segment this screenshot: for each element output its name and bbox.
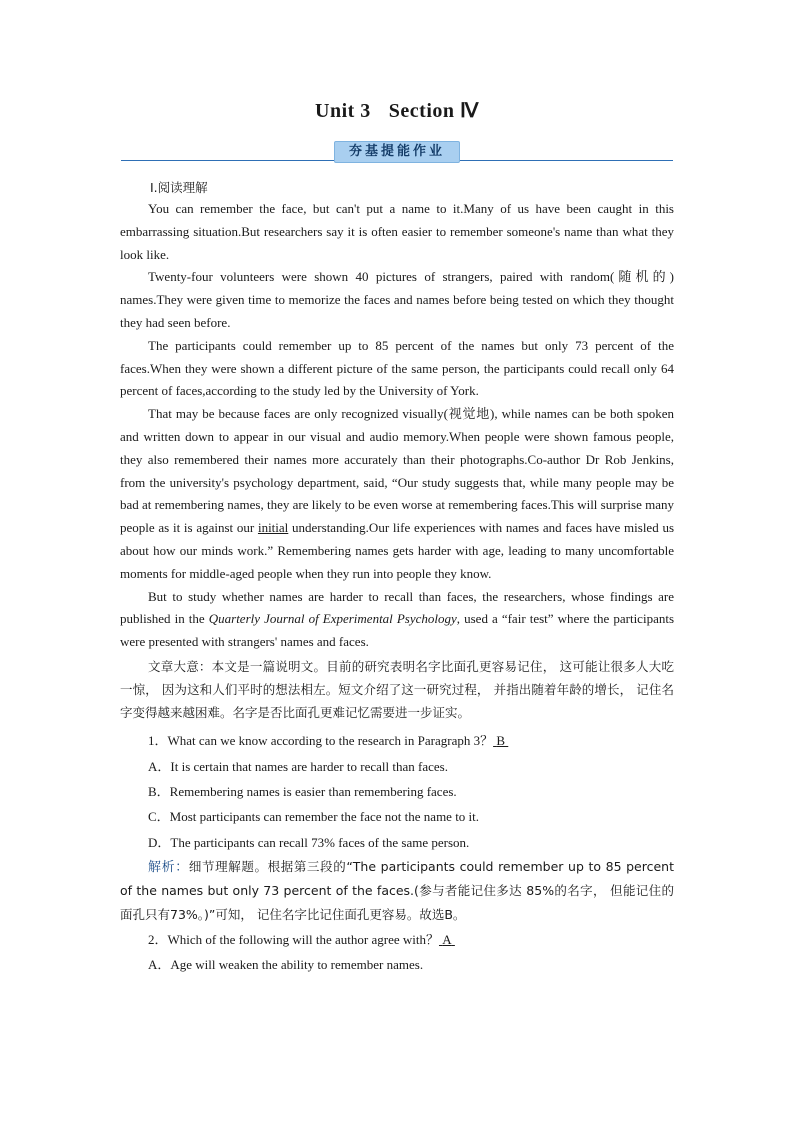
p5-text-a: But to study whether names are harder to recall than faces, the researchers, whose findings are published in the (120, 588, 674, 627)
section-label: Section Ⅳ (388, 100, 479, 122)
homework-banner: 夯基提能作业 (334, 141, 460, 163)
journal-name: Quarterly Journal of Experimental Psychology (208, 611, 457, 627)
p4-text-a: That may be because faces are only recognized visually(视觉地), while names can be both spoken and written down to appear in our visual and audio memory.When people were shown famous people, they also remembered their names more accurately than their photographs.Co-author Dr Rob Jenkins, from the university's psychology department, said, “Our study suggests that, while many people may be bad at remembering names, they are likely to be even worse at remembering faces.This will surprise many people as it is against our (120, 406, 674, 536)
question-1-analysis (120, 855, 674, 927)
question-1-option-d: D．The participants can recall 73% faces of the same person. (148, 834, 470, 850)
p5-text-b: , used a “fair test” where the participants were presented with strangers' names and faces. (120, 611, 675, 650)
passage-paragraph-5 (120, 586, 674, 654)
underlined-word: initial (257, 520, 289, 536)
question-1 (120, 728, 674, 753)
question-2-answer: A (442, 931, 452, 947)
article-summary: 文章大意：本文是一篇说明文。目前的研究表明名字比面孔更容易记住， 这可能让很多人大吃一惊， 因为这和人们平时的想法相左。短文介绍了这一研究过程， 并指出随着年龄的增长， 记住名字变得越来越困难。名字是否比面孔更难记忆需要进一步证实。 (120, 658, 674, 720)
passage-paragraph-2: Twenty-four volunteers were shown 40 pictures of strangers, paired with random(随机的) names.They were given time to memorize the faces and names before being tested on which they thought they had seen before. (120, 269, 674, 330)
analysis-label: 解析： (148, 859, 189, 875)
content-body (120, 178, 674, 978)
unit-label: Unit 3 (315, 100, 371, 122)
question-1-option-c: C．Most participants can remember the face not the name to it. (148, 809, 480, 825)
question-1-option-b: B．Remembering names is easier than remembering faces. (148, 783, 457, 799)
page-title (0, 98, 794, 123)
question-2-stem: 2．Which of the following will the author agree with？ (148, 931, 439, 947)
passage-paragraph-1: You can remember the face, but can't put a name to it.Many of us have been caught in this embarrassing situation.But researchers say it is often easier to remember someone's name than what they look like. (120, 201, 674, 262)
question-1-option-a: A．It is certain that names are harder to recall than faces. (148, 758, 448, 774)
analysis-text: 细节理解题。根据第三段的“The participants could remember up to 85 percent of the names but only 73 percent of the faces.(参与者能记住多达 85%的名字， 但能记住的面孔只有73%。)”可知， 记住名字比记住面孔更容易。故选B。 (120, 858, 674, 923)
question-1-stem: 1．What can we know according to the research in Paragraph 3？ (148, 733, 494, 749)
passage-paragraph-3: The participants could remember up to 85 percent of the names but only 73 percent of the faces.When they were shown a different picture of the same person, the participants could recall only 64 percent of faces,according to the study led by the University of York. (120, 337, 674, 399)
question-2-option-a: A．Age will weaken the ability to remember names. (148, 957, 424, 973)
question-2 (120, 927, 674, 952)
question-1-answer: B (496, 733, 506, 749)
passage-paragraph-4 (120, 403, 674, 585)
p4-text-b: understanding.Our life experiences with names and faces have misled us about how our minds work.” Remembering names gets harder with age, leading to many uncomfortable moments for middle-aged people when they run into people they know. (120, 520, 674, 581)
section-heading: Ⅰ.阅读理解 (150, 180, 208, 195)
